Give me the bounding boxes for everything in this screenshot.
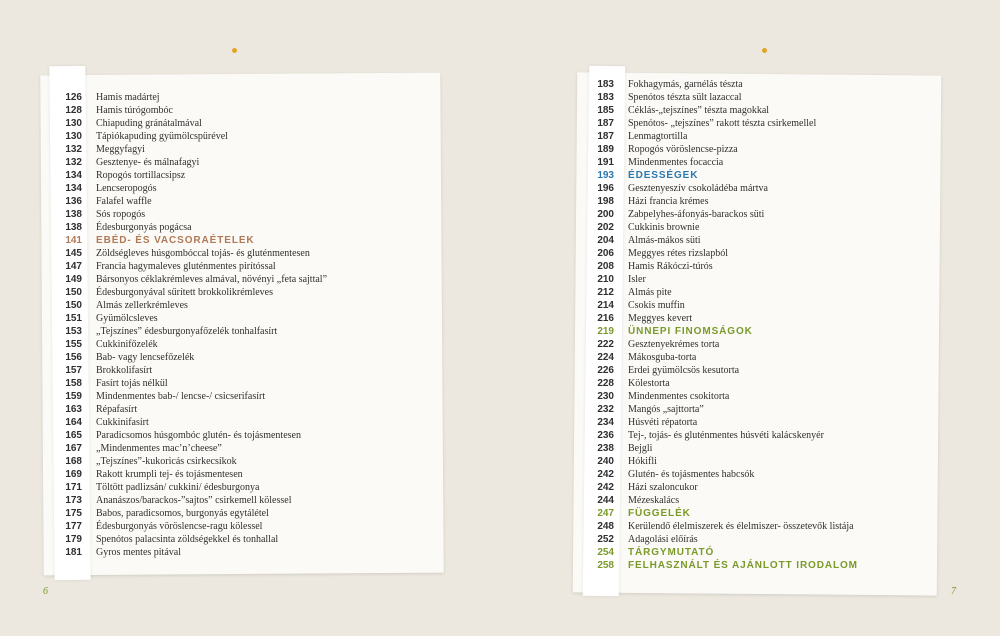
toc-page-number: 175 — [65, 508, 82, 519]
toc-entry — [60, 221, 327, 234]
toc-title: Gesztenyeszív csokoládéba mártva — [628, 183, 768, 194]
toc-page-number: 185 — [597, 105, 614, 116]
toc-title: Gesztenye- és málnafagyi — [96, 157, 200, 168]
toc-title: EBÉD- ÉS VACSORAÉTELEK — [96, 235, 255, 246]
toc-page-number: 216 — [597, 313, 614, 324]
toc-entry — [60, 468, 327, 481]
toc-entry — [60, 481, 327, 494]
toc-page-number: 204 — [597, 235, 614, 246]
toc-entry — [60, 260, 327, 273]
toc-entry — [60, 104, 327, 117]
toc-title: Mézeskalács — [628, 495, 680, 506]
toc-title: Babos, paradicsomos, burgonyás egytálétel — [96, 508, 269, 519]
toc-title: Glutén- és tojásmentes habcsók — [628, 469, 755, 480]
toc-entry — [592, 338, 858, 351]
toc-page-number: 258 — [597, 560, 614, 571]
toc-title: Tápiókapuding gyümölcspürével — [96, 131, 228, 142]
toc-section-heading — [592, 559, 858, 572]
toc-page-number: 248 — [597, 521, 614, 532]
toc-section-heading — [60, 234, 327, 247]
toc-section-heading — [592, 325, 858, 338]
toc-page-number: 187 — [597, 118, 614, 129]
toc-title: Adagolási előírás — [628, 534, 698, 545]
toc-page-number: 252 — [597, 534, 614, 545]
toc-page-number: 191 — [597, 157, 614, 168]
toc-title: Házi francia krémes — [628, 196, 709, 207]
toc-page-number: 196 — [597, 183, 614, 194]
toc-page-number: 183 — [597, 79, 614, 90]
toc-page-number: 212 — [597, 287, 614, 298]
toc-entry — [592, 273, 858, 286]
toc-title: Fokhagymás, garnélás tészta — [628, 79, 743, 90]
toc-entry — [592, 260, 858, 273]
toc-page-number: 126 — [65, 92, 82, 103]
toc-title: Fasírt tojás nélkül — [96, 378, 168, 389]
toc-page-number: 244 — [597, 495, 614, 506]
toc-entry — [592, 533, 858, 546]
toc-title: Ropogós tortillacsipsz — [96, 170, 186, 181]
toc-entry — [592, 442, 858, 455]
toc-title: Gesztenyekrémes torta — [628, 339, 720, 350]
toc-entry — [592, 91, 858, 104]
toc-entry — [60, 546, 327, 559]
toc-entry — [592, 377, 858, 390]
toc-title: Bab- vagy lencsefőzelék — [96, 352, 195, 363]
toc-entry — [592, 520, 858, 533]
toc-entry — [592, 494, 858, 507]
toc-entry — [60, 208, 327, 221]
toc-entry — [60, 390, 327, 403]
toc-page-number: 169 — [65, 469, 82, 480]
toc-page-number: 214 — [597, 300, 614, 311]
toc-title: Falafel waffle — [96, 196, 152, 207]
toc-entry — [60, 299, 327, 312]
toc-title: Mindenmentes bab-/ lencse-/ csicserifasírt — [96, 391, 266, 402]
toc-title: Spenótos tészta sült lazaccal — [628, 92, 742, 103]
toc-page-number: 138 — [65, 222, 82, 233]
toc-page-number: 136 — [65, 196, 82, 207]
toc-title: Almás-mákos süti — [628, 235, 701, 246]
right-toc-list — [592, 78, 858, 572]
toc-page-number: 128 — [65, 105, 82, 116]
right-page-dot — [762, 48, 767, 53]
toc-page-number: 149 — [65, 274, 82, 285]
toc-title: Meggyes rétes rizslapból — [628, 248, 728, 259]
toc-entry — [592, 403, 858, 416]
toc-entry — [60, 117, 327, 130]
toc-entry — [592, 143, 858, 156]
toc-page-number: 181 — [65, 547, 82, 558]
toc-section-heading — [592, 169, 858, 182]
toc-entry — [60, 156, 327, 169]
toc-title: Cukkinifőzelék — [96, 339, 158, 350]
toc-title: Spenótos- „tejszínes” rakott tészta csirkemellel — [628, 118, 817, 129]
toc-title: Spenótos palacsinta zöldségekkel és tonhallal — [96, 534, 279, 545]
toc-entry — [60, 429, 327, 442]
toc-entry — [60, 494, 327, 507]
toc-title: Erdei gyümölcsös kesutorta — [628, 365, 740, 376]
toc-page-number: 206 — [597, 248, 614, 259]
toc-title: Lenmagtortilla — [628, 131, 688, 142]
toc-title: Almás zellerkrémleves — [96, 300, 188, 311]
toc-page-number: 228 — [597, 378, 614, 389]
toc-title: Chiapuding gránátalmával — [96, 118, 202, 129]
toc-page-number: 254 — [597, 547, 614, 558]
toc-page-number: 240 — [597, 456, 614, 467]
toc-page-number: 230 — [597, 391, 614, 402]
toc-page-number: 167 — [65, 443, 82, 454]
toc-title: Édesburgonyás vöröslencse-ragu kölessel — [96, 521, 263, 532]
toc-title: Francia hagymaleves gluténmentes pirítóssal — [96, 261, 276, 272]
toc-page-number: 168 — [65, 456, 82, 467]
toc-title: Házi szaloncukor — [628, 482, 698, 493]
toc-page-number: 234 — [597, 417, 614, 428]
toc-title: Gyros mentes pitával — [96, 547, 181, 558]
toc-title: Zabpelyhes-áfonyás-barackos süti — [628, 209, 765, 220]
toc-page-number: 173 — [65, 495, 82, 506]
toc-entry — [592, 468, 858, 481]
left-page-dot — [232, 48, 237, 53]
toc-page-number: 171 — [65, 482, 82, 493]
toc-title: Bársonyos céklakrémleves almával, növényi „feta sajttal” — [96, 274, 328, 285]
toc-title: Kerülendő élelmiszerek és élelmiszer- összetevők listája — [628, 521, 854, 532]
toc-entry — [60, 247, 327, 260]
toc-entry — [592, 312, 858, 325]
toc-section-heading — [592, 546, 858, 559]
toc-page-number: 177 — [65, 521, 82, 532]
toc-title: ÉDESSÉGEK — [628, 170, 699, 181]
toc-entry — [592, 104, 858, 117]
toc-page-number: 242 — [597, 482, 614, 493]
toc-entry — [60, 377, 327, 390]
left-page-number: 6 — [43, 586, 48, 597]
toc-title: Meggyfagyi — [96, 144, 145, 155]
toc-entry — [592, 234, 858, 247]
toc-entry — [60, 91, 327, 104]
toc-title: Tej-, tojás- és gluténmentes húsvéti kalácskenyér — [628, 430, 824, 441]
toc-title: FÜGGELÉK — [628, 508, 691, 519]
toc-page-number: 189 — [597, 144, 614, 155]
toc-page-number: 130 — [65, 131, 82, 142]
toc-entry — [592, 351, 858, 364]
toc-title: „Tejszínes”-kukoricás csirkecsíkok — [96, 456, 237, 467]
toc-entry — [592, 416, 858, 429]
toc-page-number: 183 — [597, 92, 614, 103]
toc-entry — [592, 78, 858, 91]
toc-title: FELHASZNÁLT ÉS AJÁNLOTT IRODALOM — [628, 560, 858, 571]
toc-page-number: 193 — [597, 170, 614, 181]
toc-title: Töltött padlizsán/ cukkini/ édesburgonya — [96, 482, 260, 493]
toc-page-number: 165 — [65, 430, 82, 441]
toc-page-number: 155 — [65, 339, 82, 350]
toc-page-number: 224 — [597, 352, 614, 363]
toc-title: Ananászos/barackos-”sajtos” csirkemell kölessel — [96, 495, 292, 506]
toc-entry — [60, 455, 327, 468]
toc-page-number: 132 — [65, 157, 82, 168]
toc-entry — [60, 442, 327, 455]
toc-page-number: 187 — [597, 131, 614, 142]
toc-entry — [592, 364, 858, 377]
toc-title: Céklás-„tejszínes” tészta magokkal — [628, 105, 770, 116]
toc-title: „Tejszínes” édesburgonyafőzelék tonhalfasírt — [96, 326, 278, 337]
toc-page-number: 210 — [597, 274, 614, 285]
toc-title: Cukkinifasírt — [96, 417, 149, 428]
toc-title: Hamis Rákóczi-túrós — [628, 261, 713, 272]
toc-page-number: 200 — [597, 209, 614, 220]
toc-title: Paradicsomos húsgombóc glutén- és tojásmentesen — [96, 430, 301, 441]
toc-entry — [60, 312, 327, 325]
toc-title: TÁRGYMUTATÓ — [628, 547, 715, 558]
toc-title: ÜNNEPI FINOMSÁGOK — [628, 326, 753, 337]
toc-entry — [592, 182, 858, 195]
toc-title: Húsvéti répatorta — [628, 417, 698, 428]
toc-title: Zöldségleves húsgombóccal tojás- és gluténmentesen — [96, 248, 310, 259]
toc-entry — [60, 416, 327, 429]
toc-page-number: 147 — [65, 261, 82, 272]
toc-entry — [592, 156, 858, 169]
toc-title: „Mindenmentes mac’n’cheese” — [96, 443, 222, 454]
toc-page-number: 208 — [597, 261, 614, 272]
toc-page-number: 247 — [597, 508, 614, 519]
toc-title: Mákosguba-torta — [628, 352, 697, 363]
toc-page-number: 226 — [597, 365, 614, 376]
toc-entry — [592, 299, 858, 312]
toc-page-number: 164 — [65, 417, 82, 428]
toc-title: Sós ropogós — [96, 209, 146, 220]
toc-page-number: 219 — [597, 326, 614, 337]
toc-page-number: 242 — [597, 469, 614, 480]
right-page-number: 7 — [951, 586, 956, 597]
toc-title: Édesburgonyás pogácsa — [96, 222, 192, 233]
toc-title: Cukkinis brownie — [628, 222, 700, 233]
toc-entry — [592, 429, 858, 442]
toc-title: Gyümölcsleves — [96, 313, 158, 324]
toc-title: Mindenmentes csokitorta — [628, 391, 730, 402]
toc-entry — [60, 195, 327, 208]
toc-page-number: 141 — [65, 235, 82, 246]
toc-page-number: 198 — [597, 196, 614, 207]
toc-title: Rakott krumpli tej- és tojásmentesen — [96, 469, 243, 480]
toc-title: Csokis muffin — [628, 300, 685, 311]
toc-entry — [60, 403, 327, 416]
toc-entry — [60, 182, 327, 195]
toc-section-heading — [592, 507, 858, 520]
toc-entry — [60, 286, 327, 299]
toc-page-number: 130 — [65, 118, 82, 129]
toc-page-number: 159 — [65, 391, 82, 402]
toc-entry — [592, 286, 858, 299]
toc-page-number: 150 — [65, 300, 82, 311]
toc-title: Hamis túrógombóc — [96, 105, 173, 116]
toc-page-number: 132 — [65, 144, 82, 155]
toc-entry — [592, 117, 858, 130]
toc-page-number: 179 — [65, 534, 82, 545]
toc-page-number: 138 — [65, 209, 82, 220]
toc-entry — [60, 533, 327, 546]
toc-page-number: 222 — [597, 339, 614, 350]
toc-entry — [60, 130, 327, 143]
toc-page-number: 145 — [65, 248, 82, 259]
toc-entry — [60, 338, 327, 351]
toc-page-number: 134 — [65, 183, 82, 194]
toc-entry — [60, 351, 327, 364]
toc-page-number: 238 — [597, 443, 614, 454]
toc-title: Brokkolifasírt — [96, 365, 153, 376]
toc-page-number: 158 — [65, 378, 82, 389]
toc-title: Mindenmentes focaccia — [628, 157, 724, 168]
toc-entry — [592, 455, 858, 468]
toc-entry — [592, 208, 858, 221]
toc-entry — [592, 130, 858, 143]
toc-entry — [60, 520, 327, 533]
toc-title: Mangós „sajttorta” — [628, 404, 704, 415]
toc-page-number: 236 — [597, 430, 614, 441]
toc-page-number: 151 — [65, 313, 82, 324]
toc-entry — [592, 481, 858, 494]
toc-page-number: 163 — [65, 404, 82, 415]
toc-page-number: 150 — [65, 287, 82, 298]
toc-page-number: 134 — [65, 170, 82, 181]
toc-page-number: 202 — [597, 222, 614, 233]
toc-entry — [60, 169, 327, 182]
toc-title: Répafasírt — [96, 404, 138, 415]
toc-title: Édesburgonyával sűrített brokkolikrémleves — [96, 287, 273, 298]
toc-title: Isler — [628, 274, 646, 285]
toc-entry — [60, 325, 327, 338]
toc-title: Ropogós vöröslencse-pizza — [628, 144, 738, 155]
toc-page-number: 232 — [597, 404, 614, 415]
toc-page-number: 157 — [65, 365, 82, 376]
toc-title: Meggyes kevert — [628, 313, 693, 324]
toc-title: Kölestorta — [628, 378, 670, 389]
toc-entry — [60, 364, 327, 377]
toc-entry — [592, 221, 858, 234]
toc-title: Bejgli — [628, 443, 653, 454]
toc-title: Lencseropogós — [96, 183, 157, 194]
toc-entry — [592, 390, 858, 403]
toc-page-number: 156 — [65, 352, 82, 363]
toc-entry — [592, 247, 858, 260]
toc-entry — [60, 507, 327, 520]
toc-title: Hamis madártej — [96, 92, 160, 103]
toc-title: Hókifli — [628, 456, 657, 467]
toc-page-number: 153 — [65, 326, 82, 337]
toc-entry — [60, 273, 327, 286]
toc-entry — [60, 143, 327, 156]
left-toc-list — [60, 91, 327, 559]
toc-entry — [592, 195, 858, 208]
toc-title: Almás pite — [628, 287, 672, 298]
